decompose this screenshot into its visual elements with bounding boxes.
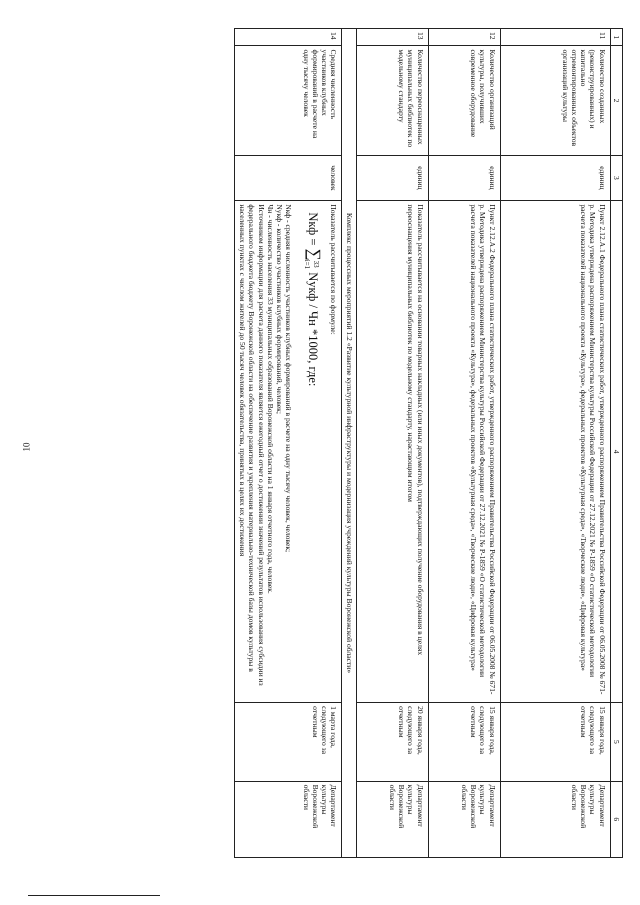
formula: [299, 212, 323, 699]
definition-line: Источником информации для расчета данного показателя является ежегодный отчет о достижении значений результатов использования субсидии из федерального бюджета бюджету Воронежской области на обеспечение развития и укрепления материально-технической базы домов культуры в населенных пунктах с числом жителей до 50 тысяч человек обязательства, принятых в целях их достижения: [237, 204, 266, 686]
method-cell: Показатель рассчитывается на основании товарных накладных (или иных документов), подтверждающих получение оборудования в целях переоснащения муниципальных библиотек по модельному стандарту, нарастающим итогом: [356, 201, 428, 703]
table-row: [234, 29, 342, 858]
responsible-cell: Департамент культуры Воронежской области: [500, 781, 610, 857]
deadline-cell: 15 января года, следующего за отчетным: [428, 703, 500, 782]
header-cell: 1: [610, 29, 622, 46]
header-cell: 2: [610, 46, 622, 155]
responsible-cell: Департамент культуры Воронежской области: [234, 781, 342, 857]
definition-line: Nкф - средняя численность участников клубных формирований в расчете на одну тысячу человек, человек;: [284, 204, 294, 553]
header-cell: 5: [610, 703, 622, 782]
page-number: 10: [21, 442, 32, 452]
sum-lower-limit: i=1: [303, 259, 312, 270]
indicator-table: [234, 28, 623, 858]
deadline-cell: 15 января года, следующего за отчетным: [500, 703, 610, 782]
indicator-table-sheet: [55, 28, 623, 858]
footer-rule: [28, 895, 160, 896]
row-number: 13: [356, 29, 428, 46]
deadline-cell: 1 марта года, следующего за отчетным: [234, 703, 342, 782]
deadline-cell: 20 января года, следующего за отчетным: [356, 703, 428, 782]
unit-cell: человек: [234, 155, 342, 201]
method-cell: Пункт 2.12.А.1 Федерального плана статистических работ, утвержденного распоряжением Правительства Российской Федерации от 06.05.2008 № 671-р. Методика утверждена распоряжением Министерства культуры Российской Федерации от 27.12.2021 № Р-1859 «О статистической методологии расчета показателей национального проекта «Культура», федеральных проектов «Культурная среда», «Творческие люди», «Цифровая культура»: [500, 201, 610, 703]
indicator-name: Количество переоснащенных муниципальных библиотек по модельному стандарту: [356, 46, 428, 155]
unit-cell: единиц: [428, 155, 500, 201]
table-row: [428, 29, 500, 858]
formula-rhs: Nукф / Чн *1000, где:: [305, 269, 320, 387]
sum-upper-limit: 33: [312, 260, 321, 268]
method-cell: [234, 201, 342, 703]
table-row: [500, 29, 610, 858]
formula-lhs: Nкф =: [305, 212, 320, 249]
formula-intro: Показатель рассчитывается по формуле:: [329, 204, 339, 335]
row-number: 12: [428, 29, 500, 46]
row-number: 11: [500, 29, 610, 46]
header-cell: 4: [610, 201, 622, 703]
method-cell: Пункт 2.12.А.2 Федерального плана статистических работ, утвержденного распоряжением Правительства Российской Федерации от 06.05.2008 № 671-р. Методика утверждена распоряжением Министерства культуры Российской Федерации от 27.12.2021 № Р-1859 «О статистической методологии расчета показателей национального проекта «Культура», федеральных проектов «Культурная среда», «Творческие люди», «Цифровая культура»: [428, 201, 500, 703]
sum-symbol: ∑: [304, 248, 324, 261]
section-row: [342, 29, 356, 858]
row-number: 14: [234, 29, 342, 46]
header-cell: 6: [610, 781, 622, 857]
definition-line: Чн - численность населения 33 муниципальных образований Воронежской области на 1 января отчетного года, человек.: [265, 204, 275, 594]
indicator-name: Количество созданных (реконструированных) и капитально отремонтированных объектов организаций культуры: [500, 46, 610, 155]
responsible-cell: Департамент культуры Воронежской области: [356, 781, 428, 857]
indicator-name: Средняя численность участников клубных формирований в расчете на одну тысячу человек: [234, 46, 342, 155]
unit-cell: единиц: [356, 155, 428, 201]
section-title: Комплекс процессных мероприятий 1.2 «Развитие культурной инфраструктуры и модернизация учреждений культуры Воронежской области»: [342, 29, 356, 858]
header-row: [610, 29, 622, 858]
indicator-name: Количество организаций культуры, получивших современное оборудование: [428, 46, 500, 155]
definition-line: Nукф - количество участников клубных формирований, человек;: [275, 204, 285, 414]
responsible-cell: Департамент культуры Воронежской области: [428, 781, 500, 857]
unit-cell: единиц: [500, 155, 610, 201]
table-row: [356, 29, 428, 858]
header-cell: 3: [610, 155, 622, 201]
